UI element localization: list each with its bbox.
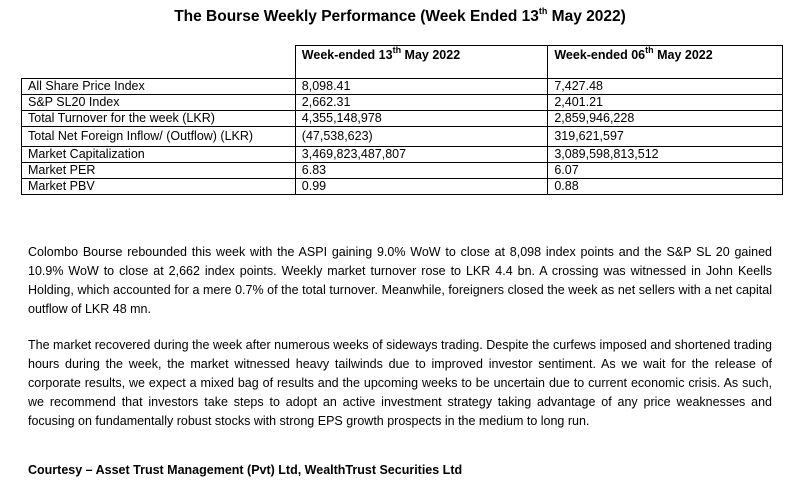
value-week-13: 0.99 bbox=[295, 179, 548, 195]
performance-table bbox=[21, 45, 783, 195]
row-label: All Share Price Index bbox=[22, 79, 296, 95]
page-title: The Bourse Weekly Performance (Week Ended 13th May 2022) bbox=[174, 5, 626, 25]
outlook-paragraph: The market recovered during the week after numerous weeks of sideways trading. Despite the curfews imposed and shortened trading hours during the week, the market witnessed heavy tailwinds due to improved investor sentiment. As we wait for the release of corporate results, we expect a mixed bag of results and the upcoming weeks to be uncertain due to current economic crisis. As such, we recommend that investors take steps to adopt an active investment strategy taking advantage of any price weaknesses and focusing on fundamentally robust stocks with strong EPS growth prospects in the medium to long run. bbox=[28, 338, 772, 428]
row-label: Market Capitalization bbox=[22, 147, 296, 163]
table-row bbox=[22, 111, 783, 127]
table-row bbox=[22, 127, 783, 147]
table-row bbox=[22, 79, 783, 95]
table-header-row bbox=[22, 46, 783, 79]
row-label: Total Turnover for the week (LKR) bbox=[22, 111, 296, 127]
row-label: Total Net Foreign Inflow/ (Outflow) (LKR) bbox=[22, 127, 296, 147]
value-week-13: 6.83 bbox=[295, 163, 548, 179]
value-week-06: 0.88 bbox=[548, 179, 783, 195]
table-row bbox=[22, 95, 783, 111]
value-week-06: 319,621,597 bbox=[548, 127, 783, 147]
header-week-13: Week-ended 13th May 2022 bbox=[295, 46, 548, 79]
row-label: S&P SL20 Index bbox=[22, 95, 296, 111]
value-week-13: 2,662.31 bbox=[295, 95, 548, 111]
value-week-06: 2,401.21 bbox=[548, 95, 783, 111]
summary-paragraph: Colombo Bourse rebounded this week with the ASPI gaining 9.0% WoW to close at 8,098 index points and the S&P SL 20 gained 10.9% WoW to close at 2,662 index points. Weekly market turnover rose to LKR 4.4 bn. A crossing was witnessed in John Keells Holding, which accounted for a mere 0.7% of the total turnover. Meanwhile, foreigners closed the week as net sellers with a net capital outflow of LKR 48 mn. bbox=[28, 245, 772, 316]
value-week-13: 8,098.41 bbox=[295, 79, 548, 95]
value-week-06: 2,859,946,228 bbox=[548, 111, 783, 127]
value-week-06: 7,427.48 bbox=[548, 79, 783, 95]
value-week-13: (47,538,623) bbox=[295, 127, 548, 147]
table-row bbox=[22, 163, 783, 179]
table-row bbox=[22, 147, 783, 163]
courtesy-note: Courtesy – Asset Trust Management (Pvt) Ltd, WealthTrust Securities Ltd bbox=[28, 463, 463, 477]
value-week-13: 3,469,823,487,807 bbox=[295, 147, 548, 163]
value-week-06: 3,089,598,813,512 bbox=[548, 147, 783, 163]
value-week-06: 6.07 bbox=[548, 163, 783, 179]
header-week-06: Week-ended 06th May 2022 bbox=[548, 46, 783, 79]
value-week-13: 4,355,148,978 bbox=[295, 111, 548, 127]
header-blank-cell bbox=[22, 46, 296, 79]
row-label: Market PER bbox=[22, 163, 296, 179]
table-row bbox=[22, 179, 783, 195]
row-label: Market PBV bbox=[22, 179, 296, 195]
